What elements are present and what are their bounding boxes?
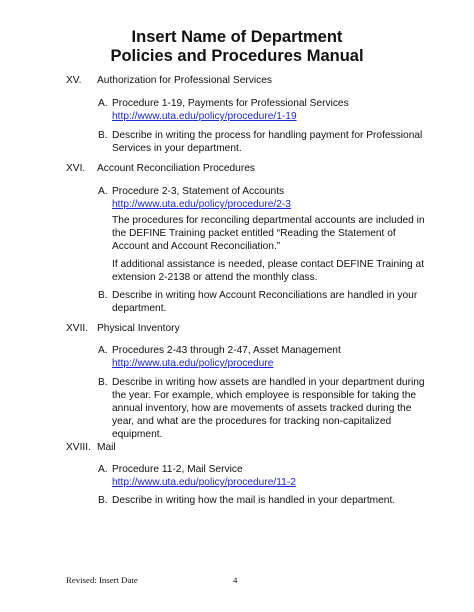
item-text: year, and what are the procedures for tracking non-capitalized [112, 416, 392, 427]
policy-link[interactable]: http://www.uta.edu/policy/procedure/2-3 [112, 199, 291, 210]
footer-revised: Revised: Insert Date [66, 575, 138, 585]
item-text: Services in your department. [112, 143, 242, 154]
section-heading-xvii [66, 322, 180, 335]
item-text: Procedures 2-43 through 2-47, Asset Management [112, 345, 341, 356]
page-number: 4 [233, 575, 238, 585]
paragraph-line: extension 2-2138 or attend the monthly class. [112, 272, 318, 283]
policy-link[interactable]: http://www.uta.edu/policy/procedure [112, 358, 274, 369]
item-text: Describe in writing how Account Reconciliations are handled in your [112, 290, 418, 301]
list-item [98, 344, 408, 370]
paragraph-line: The procedures for reconciling departmental accounts are included in [112, 215, 425, 226]
item-text: Procedure 2-3, Statement of Accounts [112, 186, 285, 197]
policy-link[interactable]: http://www.uta.edu/policy/procedure/1-19 [112, 111, 297, 122]
section-title: Authorization for Professional Services [97, 75, 272, 86]
paragraph-line: the DEFINE Training packet entitled “Reading the Statement of [112, 228, 396, 239]
item-text: Describe in writing the process for handling payment for Professional [112, 130, 423, 141]
section-title: Mail [97, 442, 116, 453]
item-letter: B. [98, 495, 108, 506]
item-letter: B. [98, 130, 108, 141]
section-number: XVI. [66, 163, 86, 174]
item-text: equipment. [112, 429, 163, 440]
paragraph-assistance [112, 258, 424, 284]
paragraph-define-training [112, 214, 425, 253]
item-text: Procedure 1-19, Payments for Professional Services [112, 98, 349, 109]
item-letter: A. [98, 464, 108, 475]
list-item [98, 97, 408, 123]
section-heading-xvi [66, 162, 255, 175]
list-item [98, 376, 425, 441]
section-title: Physical Inventory [97, 323, 180, 334]
list-item [98, 494, 408, 507]
list-item [98, 463, 408, 489]
section-number: XV. [66, 75, 82, 86]
list-item [98, 185, 408, 211]
section-heading-xviii [66, 441, 116, 454]
item-text: the year. For example, which employee is responsible for taking the [112, 390, 417, 401]
item-letter: A. [98, 186, 108, 197]
section-title: Account Reconciliation Procedures [97, 163, 255, 174]
item-text: annual inventory, how are movements of assets tracked during the [112, 403, 412, 414]
item-text: department. [112, 303, 167, 314]
item-text: Describe in writing how the mail is handled in your department. [112, 495, 396, 506]
item-letter: A. [98, 98, 108, 109]
item-letter: A. [98, 345, 108, 356]
paragraph-line: If additional assistance is needed, please contact DEFINE Training at [112, 259, 425, 270]
paragraph-line: Account and Account Reconciliation.” [112, 241, 281, 252]
list-item [98, 289, 418, 315]
list-item [98, 129, 423, 155]
section-number: XVII. [66, 323, 89, 334]
item-text: Describe in writing how assets are handled in your department during [112, 377, 425, 388]
section-number: XVIII. [66, 442, 91, 453]
item-letter: B. [98, 377, 108, 388]
item-letter: B. [98, 290, 108, 301]
policy-link[interactable]: http://www.uta.edu/policy/procedure/11-2 [112, 477, 296, 488]
item-text: Procedure 11-2, Mail Service [112, 464, 243, 475]
section-heading-xv [66, 74, 272, 87]
title-line-2: Policies and Procedures Manual [110, 47, 364, 65]
title-line-1: Insert Name of Department [131, 28, 343, 46]
page-title [0, 28, 474, 66]
